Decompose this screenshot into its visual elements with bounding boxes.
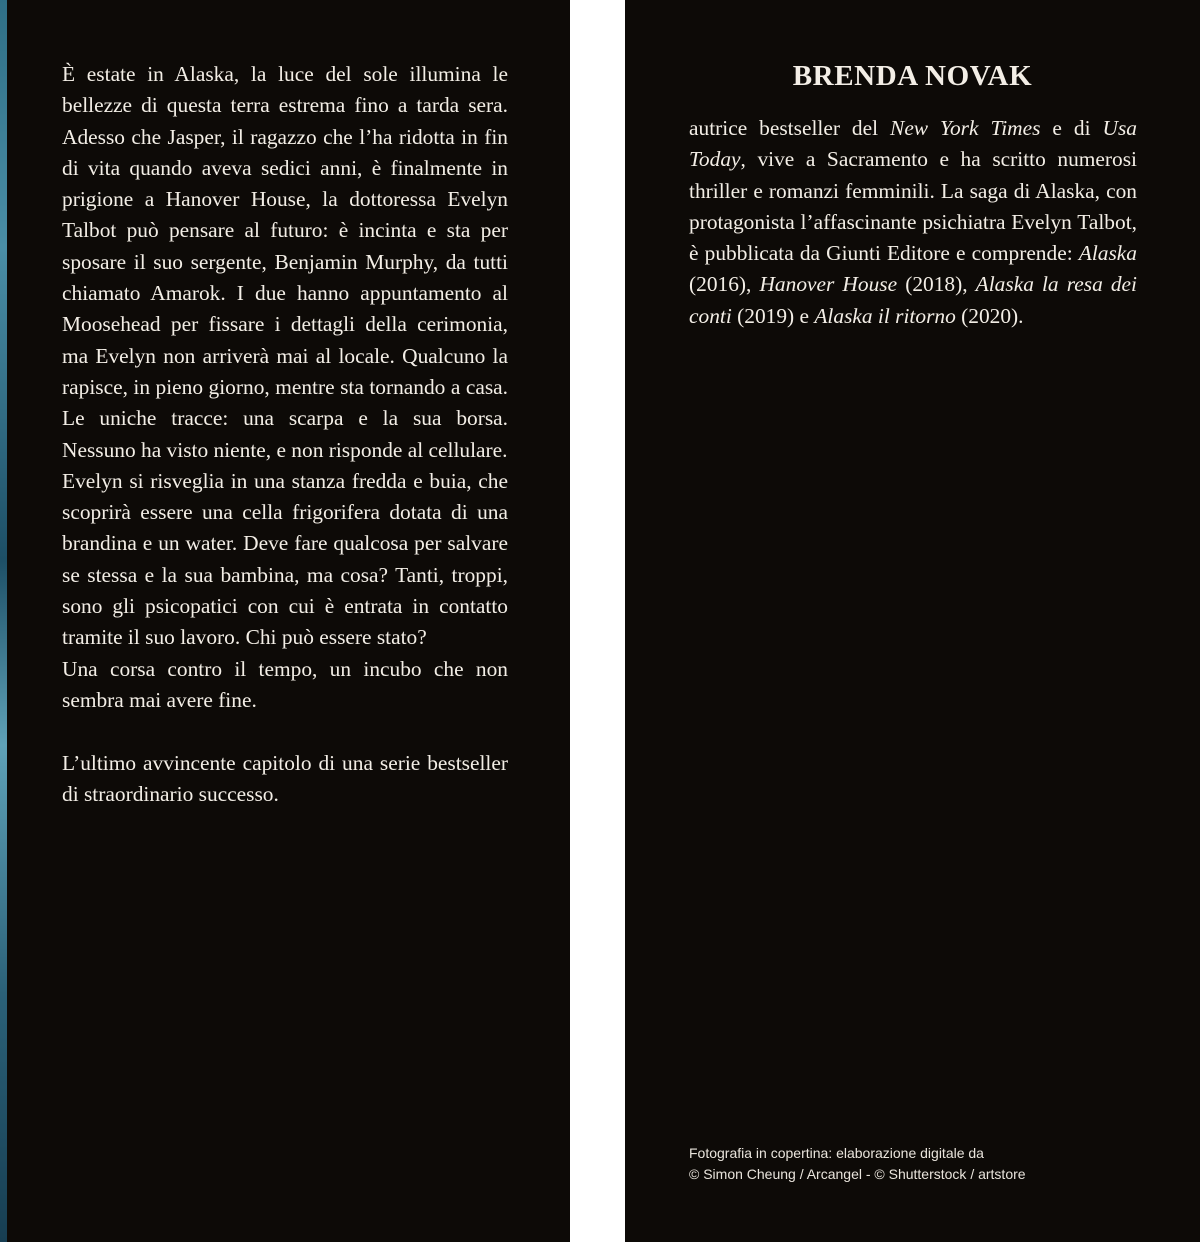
photo-credits bbox=[689, 1143, 1169, 1185]
credits-line: Fotografia in copertina: elaborazione digitale da bbox=[689, 1145, 984, 1161]
bio-book-title: Hanover House bbox=[759, 272, 898, 297]
bio-text: (2016), bbox=[689, 272, 760, 297]
author-bio-paragraph bbox=[689, 113, 1137, 332]
bio-text: (2020). bbox=[955, 303, 1024, 328]
bio-title-new-york-times: New York Times bbox=[890, 116, 1041, 140]
back-flap bbox=[625, 0, 1200, 1242]
bio-book-title: Alaska il ritorno bbox=[814, 303, 956, 328]
synopsis-closing-line: L’ultimo avvincente capitolo di una serie bestseller di straordinario successo. bbox=[62, 750, 508, 806]
synopsis-paragraph: Una corsa contro il tempo, un incubo che non sembra mai avere fine. bbox=[62, 656, 508, 712]
credits-line: © Simon Cheung / Arcangel - © Shutterstock / artstore bbox=[689, 1166, 1026, 1182]
bio-book-title: Alaska bbox=[1078, 241, 1137, 266]
synopsis-text bbox=[62, 59, 508, 810]
bio-text: (2019) e bbox=[731, 303, 815, 328]
front-flap bbox=[7, 0, 570, 1242]
bio-text: e di bbox=[1040, 116, 1103, 140]
bio-text: , vive a Sacramento e ha scritto numerosi thriller e romanzi femminili. La saga di Alaska, con protagonista l’affascinante psichiatra Evelyn Talbot, è pubblicata da Giunti Editore e comprende: bbox=[689, 147, 1137, 266]
synopsis-paragraph: Evelyn si risveglia in una stanza fredda e buia, che scoprirà essere una cella frigorifera dotata di una brandina e un water. Deve fare qualcosa per salvare se stessa e la sua bambina, ma cosa? Tanti, troppi, sono gli psicopatici con cui è entrata in contatto tramite il suo lavoro. Chi può essere stato? bbox=[62, 468, 508, 650]
bio-text: (2018), bbox=[897, 272, 976, 297]
bio-title-usa-today: Usa Today bbox=[689, 116, 1137, 172]
synopsis-paragraph: È estate in Alaska, la luce del sole illumina le bellezze di questa terra estrema fino a tarda sera. Adesso che Jasper, il ragazzo che l’ha ridotta in fin di vita quando aveva sedici anni, è finalmente in prigione a Hanover House, la dottoressa Evelyn Talbot può pensare al futuro: è incinta e sta per sposare il suo sergente, Benjamin Murphy, da tutti chiamato Amarok. I due hanno appuntamento al Moosehead per fissare i dettagli della cerimonia, ma Evelyn non arriverà mai al locale. Qualcuno la rapisce, in pieno giorno, mentre sta tornando a casa. Le uniche tracce: una scarpa e la sua borsa. Nessuno ha visto niente, e non risponde al cellulare. bbox=[62, 62, 508, 462]
bio-text: autrice bestseller del bbox=[689, 116, 891, 140]
bio-book-title: Alaska la resa dei conti bbox=[689, 272, 1137, 328]
author-bio bbox=[689, 113, 1137, 332]
author-name: BRENDA NOVAK bbox=[792, 60, 1033, 92]
cover-image-edge bbox=[0, 0, 7, 1242]
